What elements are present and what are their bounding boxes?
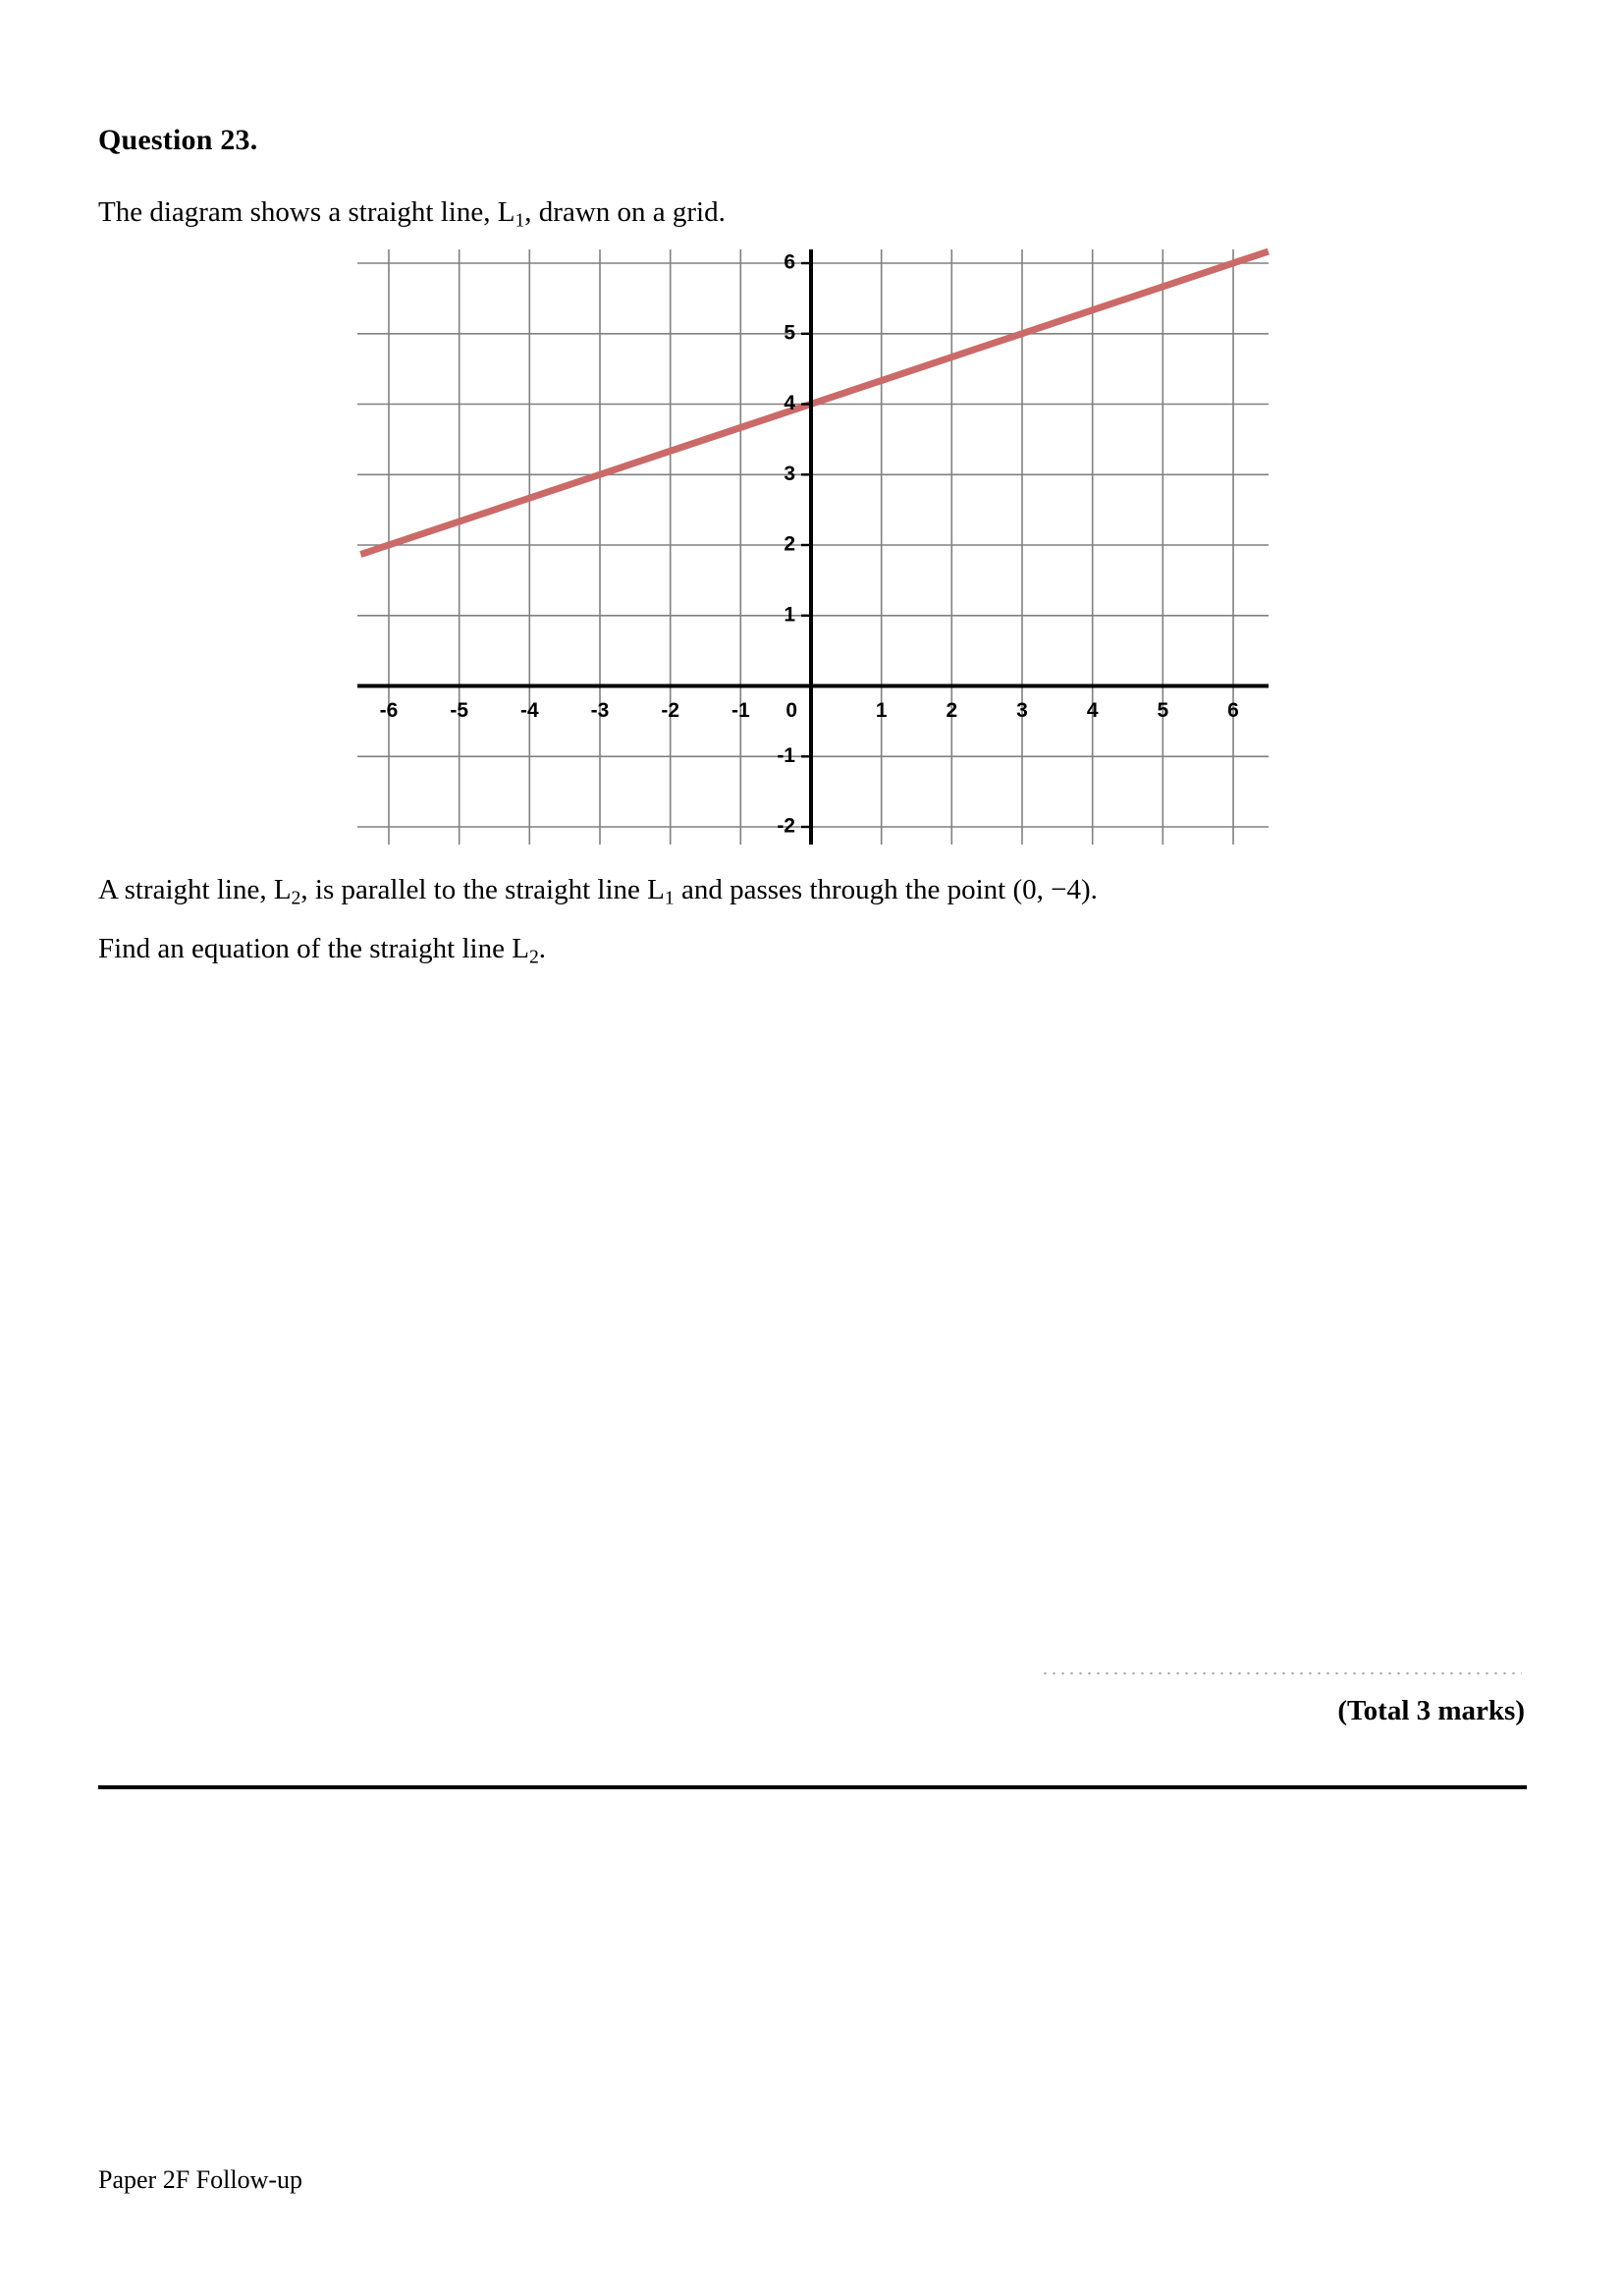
body1-part1: A straight line, L (98, 874, 292, 905)
section-divider (98, 1785, 1527, 1789)
intro-before: The diagram shows a straight line, L (98, 196, 515, 228)
y-tick-label-6: 6 (784, 250, 795, 274)
coordinate-grid-graph (353, 242, 1276, 850)
x-tick-label-neg5: -5 (450, 699, 469, 722)
body1-part3: and passes through the point (0, −4). (674, 874, 1098, 905)
line-l1 (360, 251, 1268, 555)
x-tick-label-6: 6 (1227, 699, 1239, 722)
x-tick-label-4: 4 (1086, 699, 1099, 722)
body1-sub2: 1 (664, 887, 675, 909)
origin-label: 0 (785, 699, 797, 722)
intro-after: , drawn on a grid. (524, 196, 726, 228)
x-tick-label-neg4: -4 (519, 699, 539, 722)
x-tick-label-neg6: -6 (379, 699, 399, 722)
y-tick-label-neg2: -2 (777, 814, 795, 838)
answer-dotted-line[interactable] (1041, 1671, 1522, 1675)
footer-label: Paper 2F Follow-up (98, 2165, 302, 2194)
x-tick-label-neg3: -3 (590, 699, 610, 722)
y-tick-label-neg1: -1 (777, 743, 795, 767)
total-marks-label: (Total 3 marks) (1337, 1695, 1525, 1726)
page-title: Question 23. (98, 124, 258, 156)
body1-part2: , is parallel to the straight line L (300, 874, 665, 905)
question-body-line-1 (98, 874, 1098, 909)
x-tick-label-3: 3 (1016, 699, 1028, 722)
body2-sub1: 2 (528, 946, 539, 968)
y-tick-label-1: 1 (784, 603, 795, 627)
y-tick-label-5: 5 (784, 321, 795, 345)
x-tick-label-neg2: -2 (661, 699, 680, 722)
y-tick-label-3: 3 (784, 462, 795, 485)
x-tick-label-2: 2 (946, 699, 958, 722)
y-tick-label-4: 4 (784, 392, 795, 415)
intro-subscript: 1 (514, 209, 525, 232)
body2-part2: . (538, 933, 547, 964)
question-body-line-2 (98, 933, 547, 968)
x-tick-label-5: 5 (1157, 699, 1169, 722)
x-tick-label-1: 1 (875, 699, 888, 722)
body1-sub1: 2 (291, 887, 301, 909)
question-intro-text (98, 196, 726, 232)
x-tick-label-neg1: -1 (730, 699, 750, 722)
graph-svg (353, 242, 1276, 850)
body2-part1: Find an equation of the straight line L (98, 933, 529, 964)
y-tick-label-2: 2 (784, 532, 795, 556)
